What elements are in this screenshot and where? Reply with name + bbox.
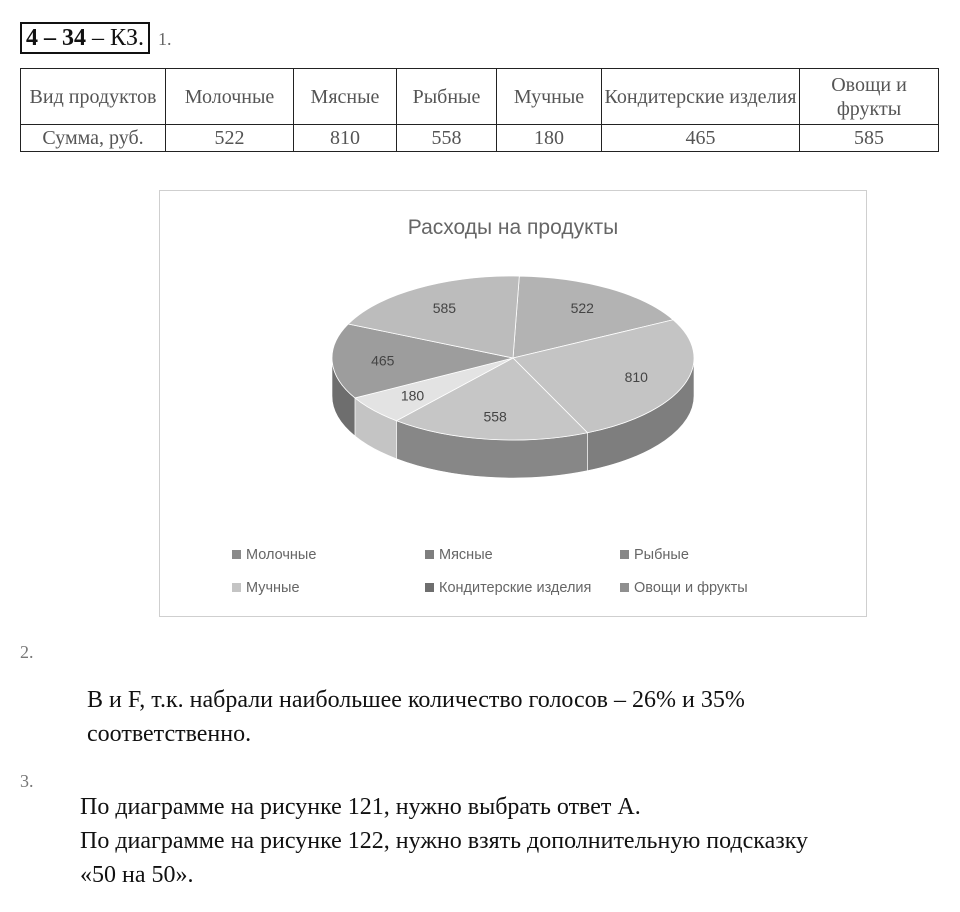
pie-data-label: 180: [400, 387, 425, 404]
pie-data-label: 558: [483, 408, 507, 425]
answer-3-text: [80, 790, 808, 892]
column-header: Овощи и фрукты: [800, 69, 939, 125]
column-header: Рыбные: [397, 69, 497, 125]
table-cell: 558: [397, 125, 497, 152]
item-number-1: 1.: [158, 29, 172, 49]
legend-label: Кондитерские изделия: [439, 580, 592, 596]
table-cell: 180: [497, 125, 602, 152]
pie-chart-canvas: [160, 191, 866, 616]
legend-label: Мясные: [439, 547, 493, 563]
legend-label: Овощи и фрукты: [634, 580, 748, 596]
pie-data-label: 465: [371, 352, 395, 369]
legend-swatch: [425, 583, 434, 592]
legend-item: [232, 580, 300, 596]
legend-swatch: [232, 583, 241, 592]
column-header: Мучные: [497, 69, 602, 125]
task-code-box: [20, 22, 150, 54]
legend-label: Молочные: [246, 547, 317, 563]
legend-swatch: [620, 550, 629, 559]
pie-data-label: 810: [624, 369, 648, 386]
column-header: Кондитерские изделия: [602, 69, 800, 125]
legend-label: Мучные: [246, 580, 300, 596]
table-cell: 465: [602, 125, 800, 152]
legend-item: [425, 580, 591, 596]
item-number-3: 3.: [20, 771, 34, 791]
legend-item: [620, 547, 689, 563]
table-row-header: [21, 69, 939, 125]
chart-title: Расходы на продукты: [407, 216, 619, 239]
legend-swatch: [620, 583, 629, 592]
task-code-suffix: – КЗ.: [86, 25, 145, 51]
legend-item: [425, 547, 493, 563]
answer-2-line: соответственно.: [87, 721, 252, 747]
row-header-product-type: Вид продуктов: [21, 69, 166, 125]
answer-3-line: По диаграмме на рисунке 122, нужно взять дополнительную подсказку: [80, 828, 809, 854]
table-cell: 522: [166, 125, 294, 152]
expenses-table: [20, 68, 939, 152]
answer-2-line: B и F, т.к. набрали наибольшее количество голосов – 26% и 35%: [87, 687, 745, 713]
pie-data-label: 522: [570, 299, 594, 316]
pie-data-label: 585: [432, 299, 457, 316]
legend-item: [232, 547, 316, 563]
row-header-sum: Сумма, руб.: [21, 125, 166, 152]
legend-swatch: [425, 550, 434, 559]
item-number-2: 2.: [20, 642, 34, 662]
column-header: Мясные: [294, 69, 397, 125]
table-row-values: [21, 125, 939, 152]
chart-legend: [232, 547, 748, 596]
legend-item: [620, 580, 748, 596]
column-header: Молочные: [166, 69, 294, 125]
answer-2-text: [87, 683, 745, 751]
legend-swatch: [232, 550, 241, 559]
legend-label: Рыбные: [634, 547, 689, 563]
answer-3-line: По диаграмме на рисунке 121, нужно выбрать ответ А.: [80, 794, 641, 820]
task-code-bold: 4 – 34: [26, 25, 86, 51]
table-cell: 585: [800, 125, 939, 152]
answer-3-line: «50 на 50».: [80, 862, 194, 888]
table-cell: 810: [294, 125, 397, 152]
pie-chart: [159, 190, 867, 617]
task-header: [20, 22, 172, 54]
